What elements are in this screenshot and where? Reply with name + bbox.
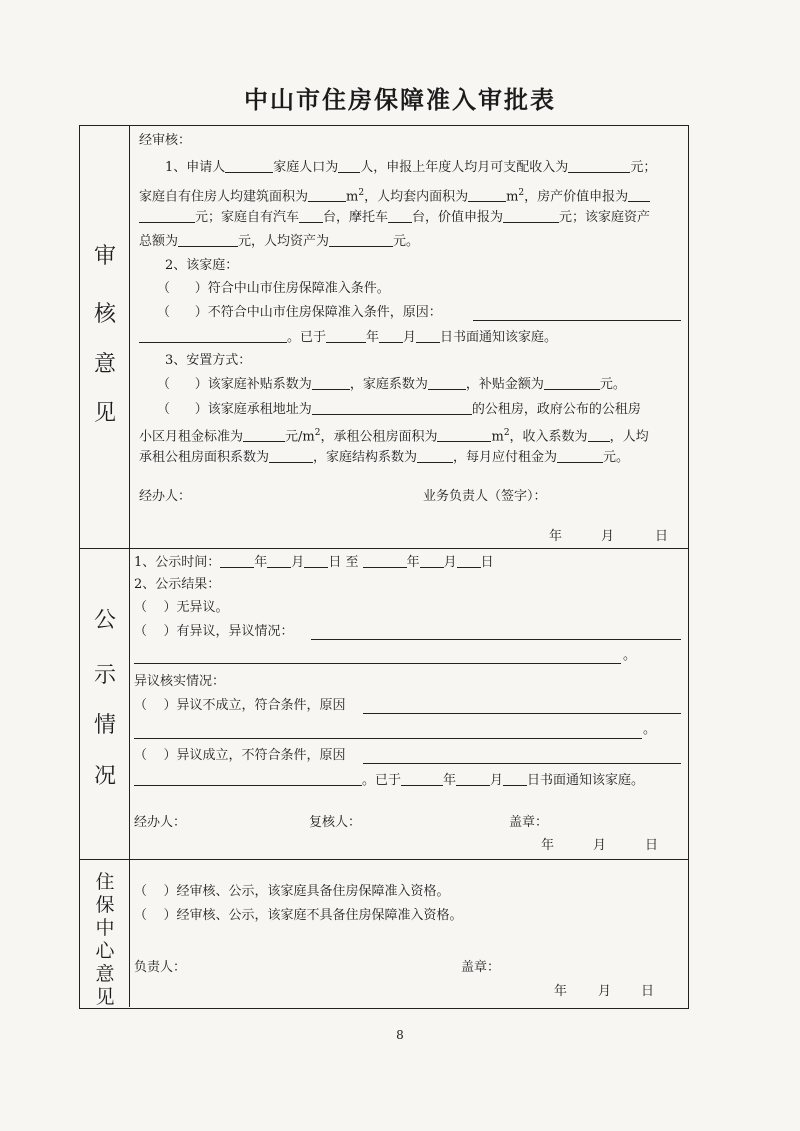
applicant-name-field[interactable] [225, 158, 273, 173]
date-month: 月 [593, 838, 607, 853]
checkbox-qualified[interactable]: （ ） [134, 884, 177, 899]
notice-month-field[interactable] [379, 328, 403, 343]
objection-detail-field-cont[interactable] [134, 662, 621, 664]
structure-coefficient-field[interactable] [417, 448, 453, 463]
objection-notice-line [134, 771, 644, 790]
checkbox-no-objection[interactable]: （ ） [134, 600, 177, 615]
checkbox-objection-invalid[interactable]: （ ） [134, 698, 177, 713]
monthly-rent-field[interactable] [557, 448, 603, 463]
ineligible-reason-field[interactable] [473, 319, 681, 321]
label: 异议成立，不符合条件，原因 [176, 748, 346, 763]
start-year-field[interactable] [220, 553, 254, 568]
label: 的公租房，政府公布的公租房 [471, 402, 641, 417]
label: 人，申报上年度人均月可支配收入为 [360, 160, 569, 175]
checkbox-unqualified[interactable]: （ ） [134, 908, 177, 923]
label: 台，价值申报为 [412, 210, 504, 225]
date-year: 年 [541, 838, 555, 853]
label: ，家庭结构系数为 [313, 450, 418, 465]
section3-label-char: 住 [95, 871, 115, 893]
section1-label-char: 意 [93, 352, 116, 377]
label: 元。 [393, 234, 420, 249]
label: 日 [480, 555, 494, 570]
label: 日书面通知该家庭。 [440, 330, 558, 345]
date-year: 年 [549, 529, 563, 544]
label: ，家庭系数为 [349, 377, 428, 392]
label: 。已于 [287, 330, 327, 345]
per-capita-assets-field[interactable] [329, 232, 393, 247]
section3-label-char: 保 [95, 894, 115, 916]
label: ，补贴金额为 [465, 377, 544, 392]
checkbox-rent[interactable]: （ ） [157, 402, 208, 417]
section2-label-char: 公 [93, 608, 116, 633]
building-area-field[interactable] [308, 187, 346, 202]
label: 不符合中山市住房保障准入条件，原因： [207, 305, 442, 320]
label: 月 [443, 555, 457, 570]
leader-label: 负责人： [134, 960, 187, 975]
section1-label-char: 见 [93, 401, 116, 426]
rent-area-field[interactable] [437, 427, 491, 442]
label: 该家庭补贴系数为 [207, 377, 312, 392]
end-month-field[interactable] [420, 553, 444, 568]
end-year-field[interactable] [363, 553, 407, 568]
label: 元；该家庭资产 [559, 210, 651, 225]
item3-title: 3、安置方式： [165, 353, 252, 368]
label: 异议不成立，符合条件，原因 [176, 698, 346, 713]
label: 小区月租金标准为 [139, 429, 244, 445]
item1-line3 [139, 208, 650, 227]
notice-month-field[interactable] [456, 771, 490, 786]
invalid-reason-field-cont[interactable] [134, 737, 642, 739]
checkbox-objection-valid[interactable]: （ ） [134, 748, 177, 763]
publicity-section [131, 549, 688, 859]
checkbox-eligible[interactable]: （ ） [157, 281, 208, 296]
item3-rent-line3 [139, 448, 629, 467]
page-number: 8 [396, 1028, 404, 1042]
motorcycle-count-field[interactable] [388, 208, 412, 223]
invalid-reason-field[interactable] [363, 712, 681, 714]
family-coefficient-field[interactable] [428, 375, 466, 390]
review-header: 经审核： [139, 133, 192, 148]
review-opinion-section [131, 126, 688, 548]
item1-line1 [165, 158, 656, 177]
start-day-field[interactable] [304, 553, 328, 568]
label: 年 [366, 330, 380, 345]
label: 有异议，异议情况： [176, 624, 294, 639]
label: 承租公租房面积系数为 [139, 450, 270, 465]
page-title: 中山市住房保障准入审批表 [244, 86, 556, 114]
unit: m [491, 429, 504, 445]
date-year: 年 [554, 984, 568, 999]
unqualified-option [134, 907, 463, 925]
label: 1、申请人 [165, 160, 226, 175]
car-count-field[interactable] [299, 208, 323, 223]
item2-title: 2、该家庭： [165, 258, 239, 273]
label: 总额为 [139, 234, 179, 249]
date-day: 日 [655, 529, 669, 544]
objection-valid-option [134, 747, 346, 765]
publicity-period-line [134, 553, 494, 572]
label: ，收入系数为 [509, 429, 588, 445]
ineligible-reason-field-cont[interactable] [139, 328, 287, 343]
label: ，承租公租房面积为 [320, 429, 438, 445]
reviewer-label: 复核人： [309, 815, 362, 830]
label: 元； [630, 160, 657, 175]
item2-option-ineligible [157, 304, 442, 322]
housing-center-opinion-section [131, 860, 688, 1008]
label: 月 [291, 555, 305, 570]
checkbox-subsidy[interactable]: （ ） [157, 377, 208, 392]
total-assets-field[interactable] [178, 232, 238, 247]
property-value-field-a[interactable] [628, 187, 650, 202]
checkbox-ineligible[interactable]: （ ） [157, 305, 208, 320]
subsidy-coefficient-field[interactable] [312, 375, 350, 390]
label: ，人均套内面积为 [364, 189, 469, 205]
rent-address-field[interactable] [312, 400, 472, 415]
vehicle-value-field[interactable] [503, 208, 559, 223]
notice-day-field[interactable] [416, 328, 440, 343]
unit: m [506, 189, 519, 205]
section3-label-char: 中 [95, 917, 115, 939]
date-day: 日 [641, 984, 655, 999]
label: 月 [490, 773, 504, 788]
handler-label: 经办人： [134, 815, 187, 830]
handler-label: 经办人： [139, 489, 192, 504]
label: 元。 [599, 377, 626, 392]
label: ，人均 [609, 429, 649, 445]
label: 年 [406, 555, 420, 570]
label: ，房产价值申报为 [524, 189, 629, 205]
manager-signature-label: 业务负责人（签字）： [423, 489, 547, 504]
label: 家庭人口为 [273, 160, 339, 175]
label: 日 [328, 555, 342, 570]
seal-label: 盖章： [461, 960, 501, 975]
label: 1、公示时间： [134, 555, 221, 570]
label: 年 [443, 773, 457, 788]
label: 家庭自有住房人均建筑面积为 [139, 189, 309, 205]
item1-line2: 家庭自有住房人均建筑面积为 $m^2$，人均套内面积为 $m^2$，房产价值申报为 [139, 184, 650, 206]
section2-label-char: 情 [93, 713, 116, 738]
label: 无异议。 [176, 600, 229, 615]
label: 台，摩托车 [323, 210, 389, 225]
inner-area-field[interactable] [468, 187, 506, 202]
period-mark: 。 [623, 648, 637, 663]
label: 年 [254, 555, 268, 570]
section1-label-char: 审 [93, 244, 116, 269]
section3-label-char: 见 [95, 986, 115, 1008]
income-coefficient-field[interactable] [588, 427, 610, 442]
section2-label-char: 况 [93, 764, 116, 789]
checkbox-has-objection[interactable]: （ ） [134, 624, 177, 639]
label: 经审核、公示，该家庭不具备住房保障准入资格。 [176, 908, 463, 923]
objection-invalid-option [134, 697, 346, 715]
section3-label-char: 意 [95, 963, 115, 985]
no-objection-option [134, 599, 229, 617]
date-day: 日 [645, 838, 659, 853]
notice-day-field[interactable] [503, 771, 527, 786]
notice-year-field[interactable] [326, 328, 366, 343]
objection-detail-field[interactable] [311, 638, 681, 640]
end-day-field[interactable] [457, 553, 481, 568]
valid-reason-field[interactable] [363, 762, 681, 764]
publicity-result-title: 2、公示结果： [134, 577, 221, 592]
label: 该家庭承租地址为 [207, 402, 312, 417]
household-size-field[interactable] [338, 158, 360, 173]
area-coefficient-field[interactable] [269, 448, 313, 463]
qualified-option [134, 883, 450, 901]
label: 经审核、公示，该家庭具备住房保障准入资格。 [176, 884, 450, 899]
label: 符合中山市住房保障准入条件。 [207, 281, 390, 296]
label: 元；家庭自有汽车 [195, 210, 300, 225]
label: ，每月应付租金为 [453, 450, 558, 465]
date-month: 月 [601, 529, 615, 544]
label: 月 [403, 330, 417, 345]
rent-standard-field[interactable] [243, 427, 285, 442]
subsidy-amount-field[interactable] [544, 375, 600, 390]
verify-title: 异议核实情况： [134, 674, 226, 689]
label: 日书面通知该家庭。 [527, 773, 645, 788]
item2-notice-line [139, 328, 557, 347]
section2-label-char: 示 [93, 663, 116, 688]
section3-label-char: 心 [95, 940, 115, 962]
unit: m [346, 189, 359, 205]
item1-line4 [139, 232, 419, 251]
item3-subsidy-line [157, 375, 626, 394]
notice-year-field[interactable] [401, 771, 443, 786]
has-objection-option [134, 623, 294, 641]
label: 。已于 [362, 773, 402, 788]
label: 至 [345, 555, 359, 570]
approval-form-table [79, 125, 689, 1009]
property-value-field-b[interactable] [139, 208, 195, 223]
item2-option-eligible [157, 280, 390, 298]
unit: 元/m [285, 429, 315, 445]
start-month-field[interactable] [267, 553, 291, 568]
date-month: 月 [598, 984, 612, 999]
seal-label: 盖章： [509, 815, 549, 830]
label: 元，人均资产为 [238, 234, 330, 249]
item3-rent-line1 [157, 400, 641, 419]
monthly-income-field[interactable] [568, 158, 630, 173]
item3-rent-line2: 小区月租金标准为 元$/m^2$，承租公租房面积为 $m^2$，收入系数为 ，人均 [139, 428, 649, 445]
valid-reason-field-cont[interactable] [134, 771, 362, 786]
label: 元。 [603, 450, 630, 465]
section1-label-char: 核 [93, 302, 116, 327]
period-mark: 。 [643, 722, 657, 737]
